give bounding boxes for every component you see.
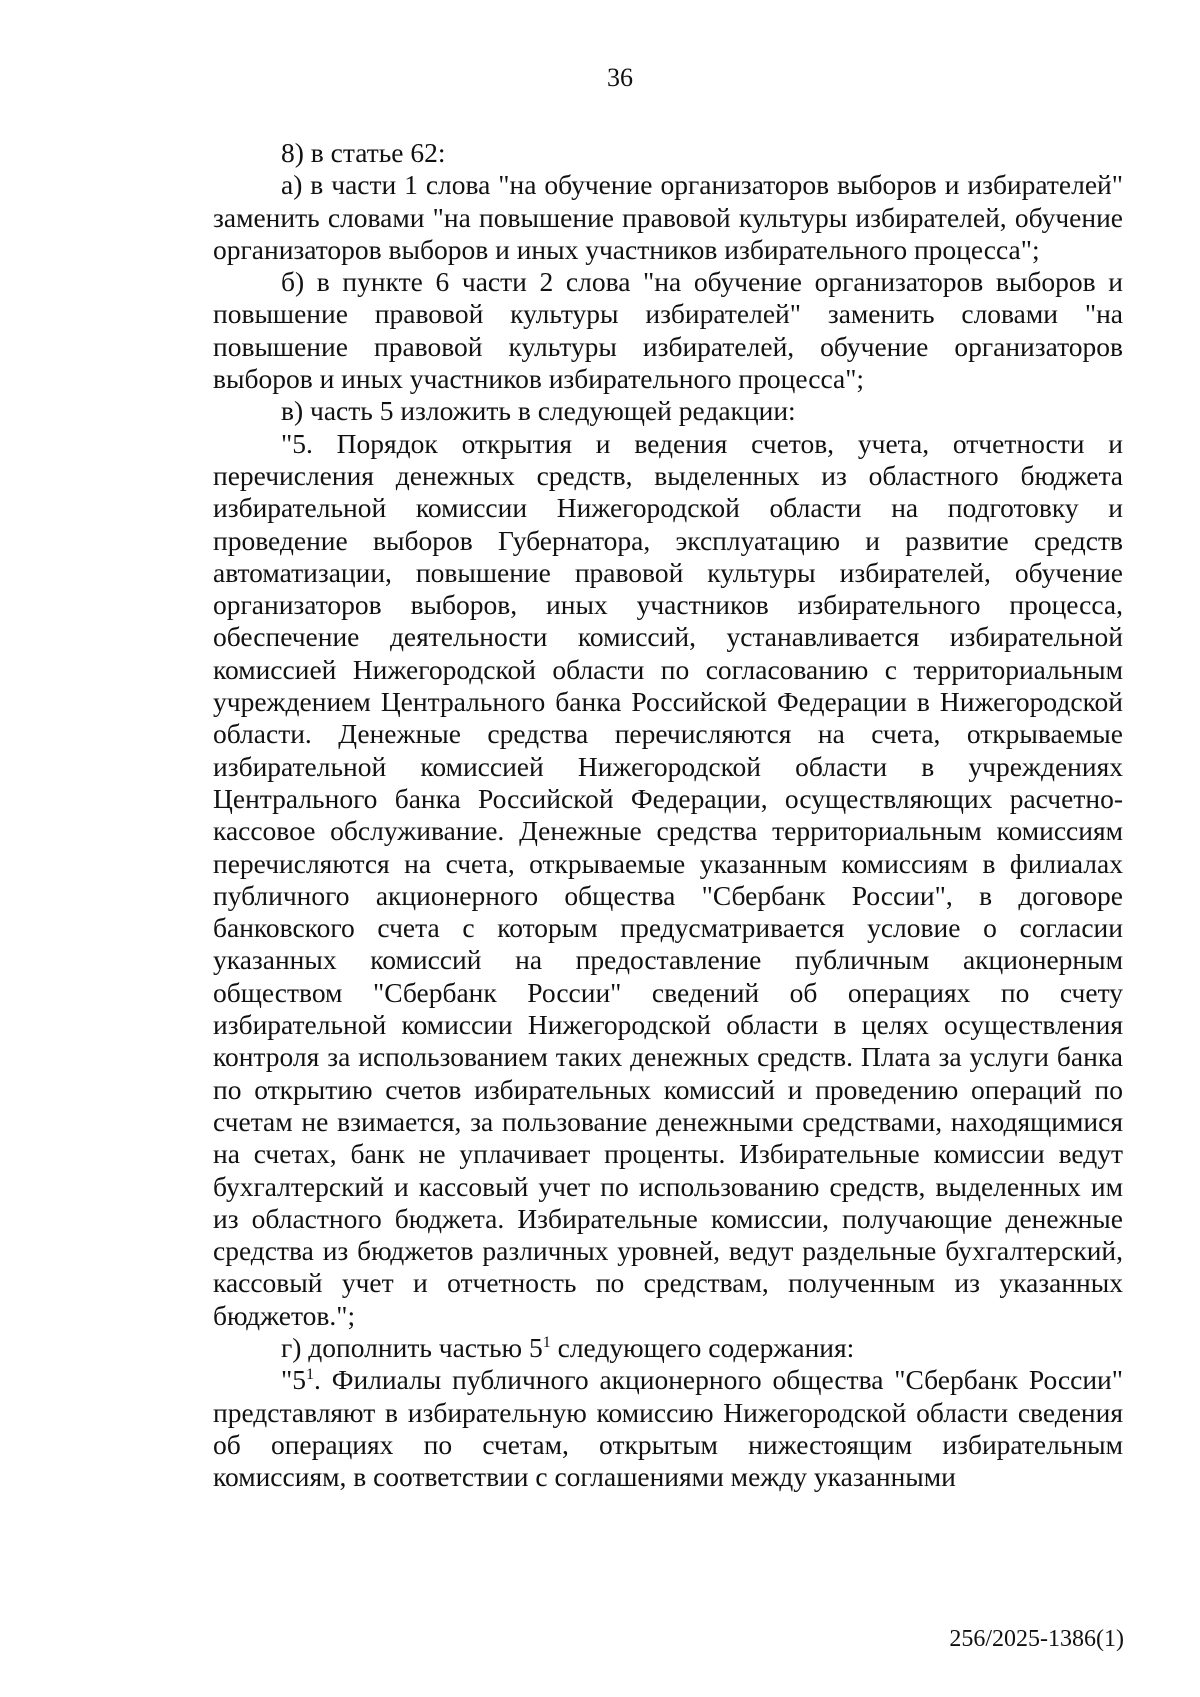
paragraph-article-62: 8) в статье 62: xyxy=(281,137,446,168)
superscript-index: 1 xyxy=(542,1333,551,1351)
paragraph-item-v: в) часть 5 изложить в следующей редакции: xyxy=(281,395,796,427)
page-number: 36 xyxy=(607,63,633,92)
paragraph-item-g xyxy=(213,1332,1123,1364)
superscript-index: 1 xyxy=(305,1366,314,1384)
paragraph-item-a: а) в части 1 слова "на обучение организаторов выборов и избирателей" заменить словами "на повышение правовой культуры избирателей, обучение организаторов выборов и иных участников избирательного процесса"; xyxy=(213,169,1123,265)
paragraph-part-5-1-end: . Филиалы публичного акционерного общества "Сбербанк России" представляют в избирательную комиссию Нижегородской области сведения об операциях по счетам, открытым нижестоящим избирательным комиссиям, в соответствии с соглашениями между указанными xyxy=(213,1364,1123,1493)
paragraph-item-g-end: следующего содержания: xyxy=(550,1331,855,1363)
paragraph-part-5-1 xyxy=(213,1364,1123,1493)
document-code: 256/2025-1386(1) xyxy=(949,1626,1124,1652)
paragraph-part-5-1-start: "5 xyxy=(281,1364,306,1396)
document-body xyxy=(213,137,1123,1493)
paragraph-item-g-start: г) дополнить частью 5 xyxy=(281,1331,543,1363)
paragraph-part-5: "5. Порядок открытия и ведения счетов, учета, отчетности и перечисления денежных средств, выделенных из областного бюджета избирательной комиссии Нижегородской области на подготовку и проведение выборов Губернатора, эксплуатацию и развитие средств автоматизации, повышение правовой культуры избирателей, обучение организаторов выборов, иных участников избирательного процесса, обеспечение деятельности комиссий, устанавливается избирательной комиссией Нижегородской области по согласованию с территориальным учреждением Центрального банка Российской Федерации в Нижегородской области. Денежные средства перечисляются на счета, открываемые избирательной комиссией Нижегородской области в учреждениях Центрального банка Российской Федерации, осуществляющих расчетно-кассовое обслуживание. Денежные средства территориальным комиссиям перечисляются на счета, открываемые указанным комиссиям в филиалах публичного акционерного общества "Сбербанк России", в договоре банковского счета с которым предусматривается условие о согласии указанных комиссий на предоставление публичным акционерным обществом "Сбербанк России" сведений об операциях по счету избирательной комиссии Нижегородской области в целях осуществления контроля за использованием таких денежных средств. Плата за услуги банка по открытию счетов избирательных комиссий и проведению операций по счетам не взимается, за пользование денежными средствами, находящимися на счетах, банк не уплачивает проценты. Избирательные комиссии ведут бухгалтерский и кассовый учет по использованию средств, выделенных им из областного бюджета. Избирательные комиссии, получающие денежные средства из бюджетов различных уровней, ведут раздельные бухгалтерский, кассовый учет и отчетность по средствам, полученным из указанных бюджетов."; xyxy=(213,427,1123,1331)
paragraph-item-b: б) в пункте 6 части 2 слова "на обучение организаторов выборов и повышение правовой культуры избирателей" заменить словами "на повышение правовой культуры избирателей, обучение организаторов выборов и иных участников избирательного процесса"; xyxy=(213,266,1123,395)
